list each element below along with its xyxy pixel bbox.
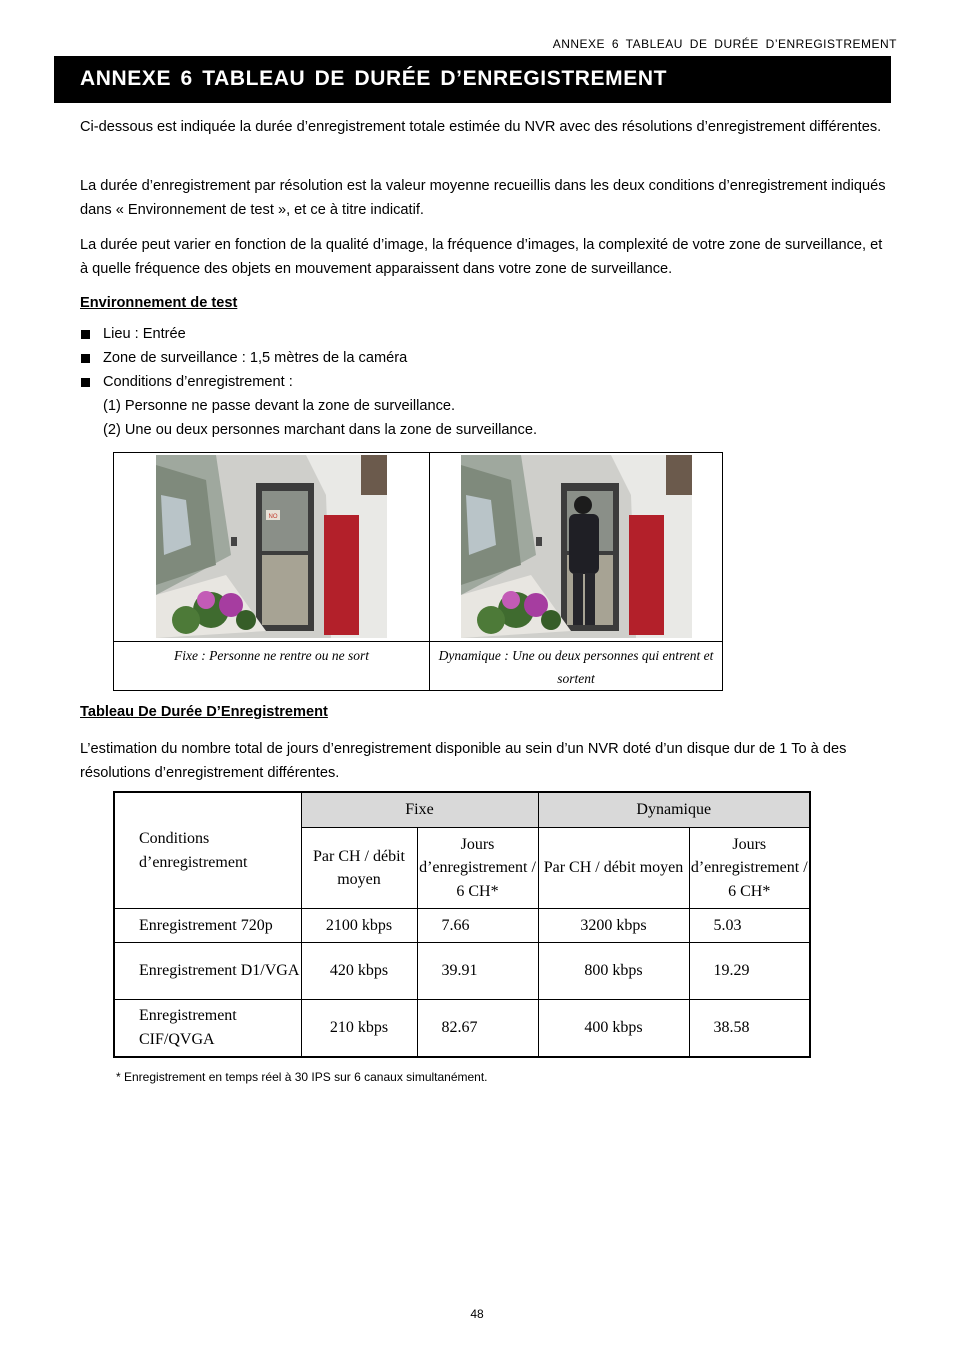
subheader-bitrate-dynamique: Par CH / débit moyen bbox=[538, 828, 689, 909]
dynamic-scene-photo bbox=[461, 455, 692, 638]
list-item bbox=[80, 322, 537, 346]
test-photos-table bbox=[113, 452, 723, 691]
list-item-text: Conditions d’enregistrement : bbox=[103, 374, 293, 390]
list-item-text: Zone de surveillance : 1,5 mètres de la caméra bbox=[103, 350, 408, 366]
test-env-list bbox=[80, 322, 537, 442]
condition-2: (2) Une ou deux personnes marchant dans la zone de surveillance. bbox=[103, 422, 538, 438]
table-row bbox=[114, 943, 810, 1000]
door-sign: NO bbox=[268, 514, 278, 520]
title-bar bbox=[54, 56, 891, 103]
static-scene-photo bbox=[156, 455, 387, 638]
conditions-header bbox=[114, 792, 301, 909]
cell-days-fixe: 7.66 bbox=[417, 909, 538, 943]
duration-intro: L’estimation du nombre total de jours d’enregistrement disponible au sein d’un NVR doté d’un disque dur de 1 To à des résolutions d’enregistrement différentes. bbox=[80, 741, 847, 781]
cell-days-dynamique: 5.03 bbox=[689, 909, 810, 943]
running-header: ANNEXE 6 TABLEAU DE DURÉE D’ENREGISTREMENT bbox=[552, 37, 897, 51]
intro-paragraph-3: La durée peut varier en fonction de la qualité d’image, la fréquence d’images, la complexité de votre zone de surveillance, et à quelle fréquence des objets en mouvement apparaissent dans votre zone de surveillance. bbox=[80, 237, 883, 277]
square-bullet-icon bbox=[81, 330, 90, 339]
conditions-header-text: Conditions d’enregistrement bbox=[139, 830, 248, 871]
duration-heading: Tableau De Durée D’Enregistrement bbox=[80, 704, 328, 720]
table-row bbox=[114, 909, 810, 943]
cell-days-fixe: 39.91 bbox=[417, 943, 538, 1000]
footnote: * Enregistrement en temps réel à 30 IPS sur 6 canaux simultanément. bbox=[116, 1070, 488, 1084]
subheader-days-dynamique: Jours d’enregistrement / 6 CH* bbox=[689, 828, 810, 909]
cell-bitrate-dynamique: 800 kbps bbox=[538, 943, 689, 1000]
subheader-bitrate-fixe: Par CH / débit moyen bbox=[301, 828, 417, 909]
page-title: ANNEXE 6 TABLEAU DE DURÉE D’ENREGISTREMENT bbox=[80, 67, 668, 90]
photo-cell-static bbox=[114, 453, 430, 642]
square-bullet-icon bbox=[81, 354, 90, 363]
intro-paragraph-1: Ci-dessous est indiquée la durée d’enregistrement totale estimée du NVR avec des résolutions d’enregistrement différentes. bbox=[80, 119, 882, 135]
group-header-dynamique: Dynamique bbox=[538, 792, 810, 828]
cell-days-fixe: 82.67 bbox=[417, 1000, 538, 1057]
recording-duration-table bbox=[113, 791, 811, 1058]
group-header-fixe: Fixe bbox=[301, 792, 538, 828]
page-number: 48 bbox=[470, 1307, 484, 1321]
row-label: Enregistrement D1/VGA bbox=[114, 943, 301, 1000]
condition-1: (1) Personne ne passe devant la zone de surveillance. bbox=[103, 398, 456, 414]
intro-paragraph-2: La durée d’enregistrement par résolution est la valeur moyenne recueillis dans les deux conditions d’enregistrement indiqués dans « Environnement de test », et ce à titre indicatif. bbox=[80, 178, 886, 218]
caption-static: Fixe : Personne ne rentre ou ne sort bbox=[114, 642, 430, 691]
cell-bitrate-dynamique: 3200 kbps bbox=[538, 909, 689, 943]
row-label: Enregistrement CIF/QVGA bbox=[114, 1000, 301, 1057]
list-item-text: Lieu : Entrée bbox=[103, 326, 186, 342]
table-row bbox=[114, 1000, 810, 1057]
cell-bitrate-fixe: 420 kbps bbox=[301, 943, 417, 1000]
list-item bbox=[80, 370, 537, 394]
cell-bitrate-fixe: 2100 kbps bbox=[301, 909, 417, 943]
square-bullet-icon bbox=[81, 378, 90, 387]
cell-bitrate-fixe: 210 kbps bbox=[301, 1000, 417, 1057]
list-item bbox=[80, 346, 537, 370]
cell-days-dynamique: 38.58 bbox=[689, 1000, 810, 1057]
row-label: Enregistrement 720p bbox=[114, 909, 301, 943]
photo-cell-dynamic bbox=[430, 453, 723, 642]
cell-days-dynamique: 19.29 bbox=[689, 943, 810, 1000]
subheader-days-fixe: Jours d’enregistrement / 6 CH* bbox=[417, 828, 538, 909]
caption-dynamic: Dynamique : Une ou deux personnes qui entrent et sortent bbox=[430, 642, 723, 691]
test-env-heading: Environnement de test bbox=[80, 295, 238, 311]
cell-bitrate-dynamique: 400 kbps bbox=[538, 1000, 689, 1057]
